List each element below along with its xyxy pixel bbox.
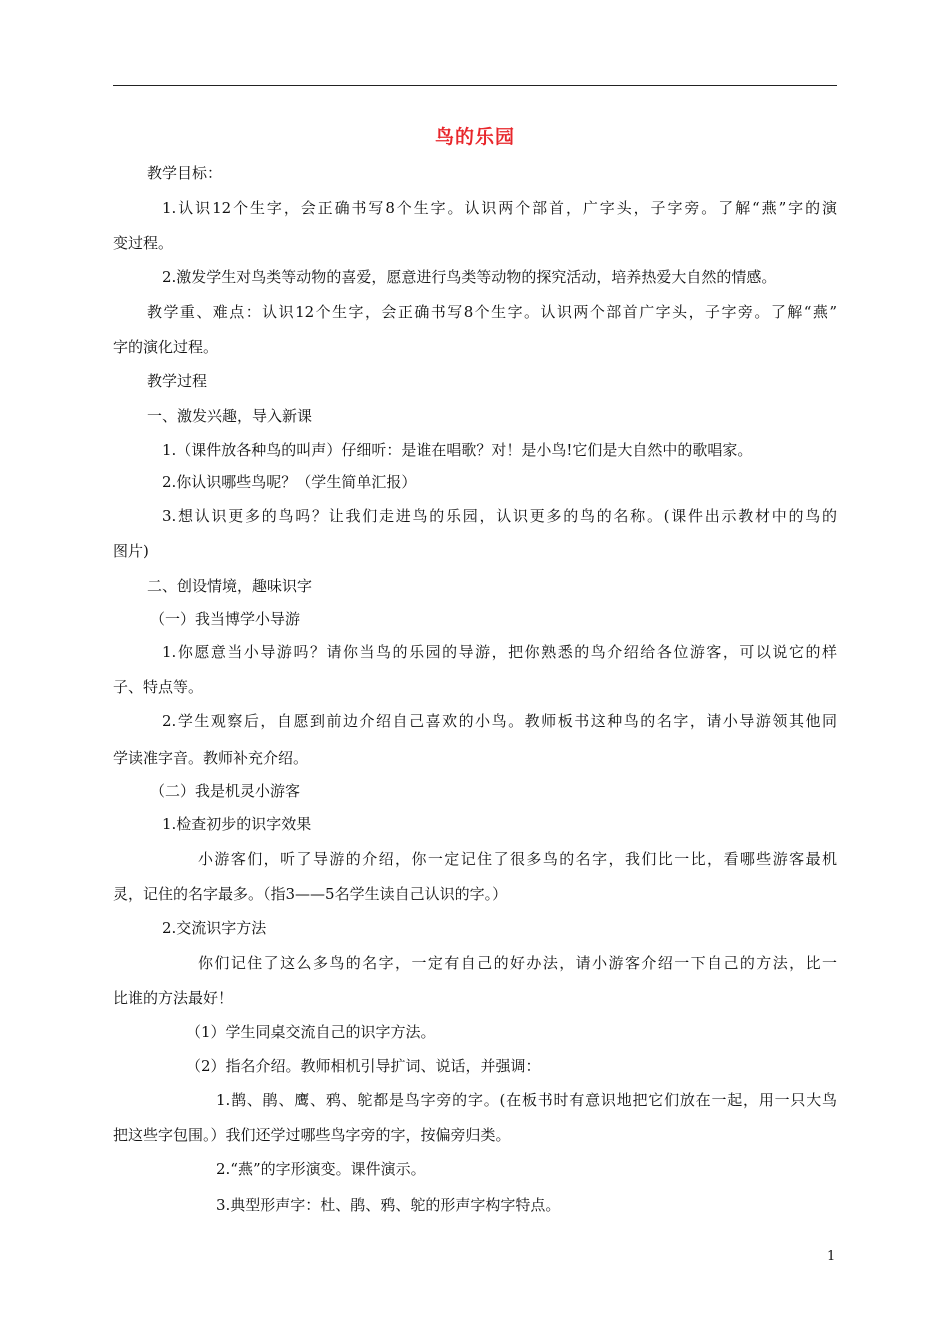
text-line: 2.学生观察后，自愿到前边介绍自己喜欢的小鸟。教师板书这种鸟的名字，请小导游领其他同 [162, 712, 837, 730]
text-line: 你们记住了这么多鸟的名字，一定有自己的好办法，请小游客介绍一下自己的方法，比一 [198, 954, 837, 972]
text-line: 3.想认识更多的鸟吗？让我们走进鸟的乐园，认识更多的鸟的名称。(课件出示教材中的鸟的 [162, 507, 837, 525]
text-line: 1.（课件放各种鸟的叫声）仔细听：是谁在唱歌？对！是小鸟!它们是大自然中的歌唱家。 [162, 441, 753, 459]
text-line: 2.激发学生对鸟类等动物的喜爱，愿意进行鸟类等动物的探究活动，培养热爱大自然的情感。 [162, 268, 777, 286]
header-rule [113, 85, 837, 86]
text-line: 2.交流识字方法 [162, 919, 267, 937]
text-line: 字的演化过程。 [113, 338, 219, 356]
section-heading: 教学过程 [147, 372, 208, 390]
section-heading: 一、激发兴趣，导入新课 [147, 407, 313, 425]
text-line: 学读准字音。教师补充介绍。 [113, 749, 309, 767]
subsection-heading: （一）我当博学小导游 [150, 610, 301, 628]
subsection-heading: （二）我是机灵小游客 [150, 782, 301, 800]
text-line: 小游客们，听了导游的介绍，你一定记住了很多鸟的名字，我们比一比，看哪些游客最机 [198, 850, 837, 868]
text-line: 把这些字包围。）我们还学过哪些鸟字旁的字，按偏旁归类。 [113, 1126, 511, 1144]
section-heading: 二、创设情境，趣味识字 [147, 577, 313, 595]
text-line: 图片) [113, 542, 149, 560]
text-line: 教学重、难点：认识12个生字，会正确书写8个生字。认识两个部首广字头，子字旁。了解“燕” [147, 303, 837, 321]
text-line: 变过程。 [113, 234, 174, 252]
text-line: （1）学生同桌交流自己的识字方法。 [186, 1023, 436, 1041]
text-line: 1.鹊、鹃、鹰、鸦、鸵都是鸟字旁的字。(在板书时有意识地把它们放在一起，用一只大鸟 [216, 1091, 837, 1109]
page-number: 1 [827, 1249, 836, 1264]
text-line: （2）指名介绍。教师相机引导扩词、说话，并强调： [186, 1057, 541, 1075]
text-line: 比谁的方法最好！ [113, 989, 234, 1007]
text-line: 1.你愿意当小导游吗？请你当鸟的乐园的导游，把你熟悉的鸟介绍给各位游客，可以说它的样 [162, 643, 837, 661]
text-line: 2.你认识哪些鸟呢？（学生简单汇报） [162, 473, 417, 491]
text-line: 灵，记住的名字最多。（指3——5名学生读自己认识的字。） [113, 885, 508, 903]
text-line: 3.典型形声字：杜、鹃、鸦、鸵的形声字构字特点。 [216, 1196, 561, 1214]
text-line: 2.“燕”的字形演变。课件演示。 [216, 1160, 426, 1178]
text-line: 1.检查初步的识字效果 [162, 815, 312, 833]
text-line: 子、特点等。 [113, 678, 204, 696]
text-line: 教学目标： [147, 164, 223, 182]
page-title: 鸟的乐园 [434, 126, 515, 148]
text-line: 1.认识12个生字，会正确书写8个生字。认识两个部首，广字头，子字旁。了解“燕”字的演 [162, 199, 837, 217]
